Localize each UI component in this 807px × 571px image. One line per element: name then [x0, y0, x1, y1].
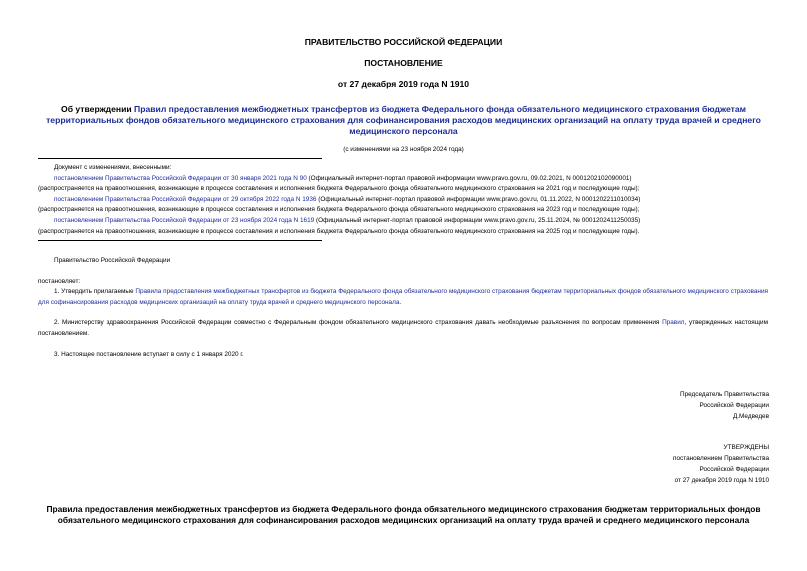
p2-suffix: , утвержденных настоящим постановлением.	[38, 319, 768, 337]
document-type: ПОСТАНОВЛЕНИЕ	[364, 58, 443, 68]
change-item	[38, 195, 768, 206]
document-date-number: от 27 декабря 2019 года N 1910	[337, 79, 470, 89]
government-heading: ПРАВИТЕЛЬСТВО РОССИЙСКОЙ ФЕДЕРАЦИИ	[304, 37, 503, 47]
signature-block	[680, 389, 769, 422]
signature-line-3: Д.Медведев	[732, 413, 769, 420]
paragraph-3	[38, 350, 768, 361]
p2-rules-link[interactable]: Правил	[662, 319, 685, 326]
approval-line-1: УТВЕРЖДЕНЫ	[723, 444, 769, 451]
changes-intro: Документ с изменениями, внесенными:	[54, 164, 172, 171]
paragraph-1	[38, 287, 768, 308]
change-link-2[interactable]: постановлением Правительства Российской Федерации от 29 октября 2022 года N 1936	[54, 195, 317, 203]
changes-block	[38, 163, 768, 237]
paragraph-2	[38, 318, 768, 339]
revision-note: (с изменениями на 23 ноября 2024 года)	[343, 146, 464, 153]
approval-line-2: постановлением Правительства	[673, 455, 769, 462]
change-link-1[interactable]: постановлением Правительства Российской Федерации от 30 января 2021 года N 90	[54, 174, 307, 182]
government-label: Правительство Российской Федерации	[54, 257, 171, 264]
change-item	[38, 174, 768, 185]
change-source-2: (Официальный интернет-портал правовой информации www.pravo.gov.ru, 01.11.2022, N 0001202211010034)	[316, 195, 641, 203]
approval-line-3: Российской Федерации	[699, 466, 769, 473]
change-scope-3: (распространяется на правоотношения, возникающие в процессе составления и исполнения бюджета Федерального фонда обязательного медицинского страхования на 2025 год и последующие годы).	[38, 227, 640, 235]
p1-rules-link[interactable]: Правила предоставления межбюджетных трансфертов из бюджета Федерального фонда обязательного медицинского страхования бюджетам территориальных фондов обязательного медицинского страхования для софинансирования расходов медицинских организаций на оплату труда врачей и среднего медицинского персонала	[38, 288, 768, 306]
bottom-divider	[38, 240, 322, 241]
p2-prefix: 2. Министерству здравоохранения Российской Федерации совместно с Федеральным фондом обязательного медицинского страхования давать необходимые разъяснения по вопросам применения	[54, 319, 663, 326]
government-subject	[38, 256, 768, 267]
title-prefix: Об утверждении	[61, 104, 135, 114]
decrees-label-block	[38, 277, 768, 288]
document-title	[40, 104, 767, 137]
p3-text: 3. Настоящее постановление вступает в силу с 1 января 2020 г.	[54, 351, 244, 358]
rules-title: Правила предоставления межбюджетных трансфертов из бюджета Федерального фонда обязательного медицинского страхования бюджетам территориальных фондов обязательного медицинского страхования для софинансирования расходов медицинских организаций на оплату труда врачей и среднего медицинского персонала	[46, 504, 761, 525]
approval-block	[673, 442, 769, 486]
decrees-label: постановляет:	[38, 278, 81, 285]
p1-suffix: .	[399, 298, 402, 306]
p1-prefix: 1. Утвердить прилагаемые	[54, 288, 136, 295]
change-source-1: (Официальный интернет-портал правовой информации www.pravo.gov.ru, 09.02.2021, N 0001202102090001)	[306, 174, 632, 182]
top-divider	[38, 158, 322, 159]
title-rules-link[interactable]: Правил предоставления межбюджетных трансфертов из бюджета Федерального фонда обязательного медицинского страхования бюджетам территориальных фондов обязательного медицинского страхования для софинансирования расходов медицинских организаций на оплату труда врачей и среднего медицинского персонала	[46, 104, 761, 136]
change-scope-1: (распространяется на правоотношения, возникающие в процессе составления и исполнения бюджета Федерального фонда обязательного медицинского страхования на 2021 год и последующие годы);	[38, 185, 640, 193]
change-link-3[interactable]: постановлением Правительства Российской Федерации от 23 ноября 2024 года N 1619	[54, 216, 315, 224]
change-source-3: (Официальный интернет-портал правовой информации www.pravo.gov.ru, 25.11.2024, № 0001202411250035)	[314, 216, 641, 224]
change-item	[38, 216, 768, 227]
signature-line-2: Российской Федерации	[699, 402, 769, 409]
signature-line-1: Председатель Правительства	[680, 391, 769, 398]
change-scope-2: (распространяется на правоотношения, возникающие в процессе составления и исполнения бюджета Федерального фонда обязательного медицинского страхования на 2023 год и последующие годы);	[38, 206, 640, 214]
approval-line-4: от 27 декабря 2019 года N 1910	[674, 477, 769, 484]
